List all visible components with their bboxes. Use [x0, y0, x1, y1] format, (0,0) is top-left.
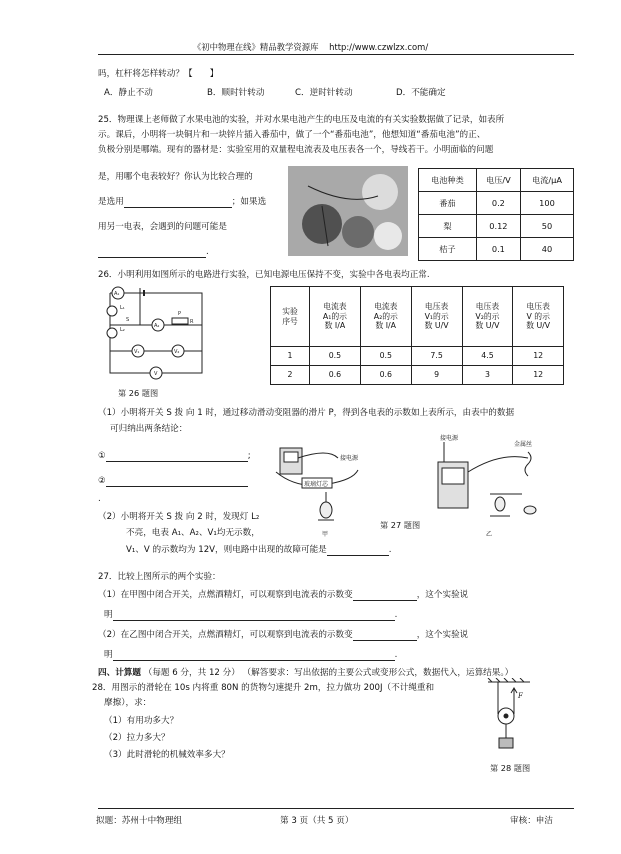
- table-cell: 100: [520, 192, 573, 215]
- table-cell: 2: [271, 366, 310, 385]
- table-cell: 0.2: [476, 192, 520, 215]
- q25-line3: 负极分别是哪端。现有的器材是：实验室用的双量程电流表及电压表各一个，导线若干。小明面临的问题: [98, 145, 494, 155]
- q25-line1: 25．物理课上老师做了水果电池的实验，并对水果电池产生的电压及电流的有关实验数据做了记录，如表所: [98, 115, 505, 125]
- q24-stem: 吗，杠杆将怎样转动？【 】: [98, 69, 219, 79]
- q26-blank-fault: [327, 546, 389, 556]
- q26-conclusion-2: ②: [98, 476, 248, 487]
- header-title: 《初中物理在线》精品教学资源库: [192, 42, 319, 52]
- table-cell: 50: [520, 215, 573, 238]
- section4-requirement: （解答要求：写出依据的主要公式或变形公式，数据代入，运算结果。）: [242, 668, 514, 678]
- table-cell: 番茄: [419, 192, 477, 215]
- q26-data-table: [270, 286, 564, 385]
- table-header: 电流表 A₁的示 数 I/A: [310, 287, 361, 347]
- footer-author: 拟题：苏州十中物理组: [96, 816, 182, 826]
- table-cell: 9: [411, 366, 462, 385]
- q24-option-d: D．不能确定: [396, 88, 446, 98]
- ammeter-a2-label: A₂: [154, 323, 160, 329]
- q27-blank-2: [113, 611, 395, 621]
- q28-q2: （2）拉力多大？: [104, 733, 170, 743]
- table-header: 电压表 V₂的示 数 U/V: [462, 287, 513, 347]
- table-cell: 12: [513, 347, 564, 366]
- q27-stem: 27．比较上图所示的两个实验：: [98, 572, 221, 582]
- q27-sub1: （1）在甲图中闭合开关，点燃酒精灯，可以观察到电流表的示数变 ，这个实验说: [98, 590, 469, 600]
- voltmeter-v1-label: V₁: [134, 349, 140, 355]
- section4-points: （每题 6 分，共 12 分）: [143, 668, 240, 678]
- fruit-battery-table: [418, 168, 574, 261]
- fig-a-power-label: 接电源: [340, 455, 359, 462]
- q25-line6: 用另一电表，会遇到的问题可能是: [98, 222, 227, 232]
- q24-option-a: A．静止不动: [104, 88, 153, 98]
- table-cell: 0.1: [476, 238, 520, 261]
- table-cell: 桔子: [419, 238, 477, 261]
- section4-heading: [98, 668, 513, 679]
- q26-circuit-diagram: [98, 283, 210, 383]
- q27-blank-3: [353, 631, 417, 641]
- q27-blank-4: [113, 651, 395, 661]
- fruit-battery-photo: [288, 166, 408, 256]
- q28-line1: 28．用图示的滑轮在 10s 内将重 80N 的货物匀速提升 2m，拉力做功 200J（不计绳重和: [92, 683, 435, 693]
- table-header: 电流表 A₂的示 数 I/A: [360, 287, 411, 347]
- q28-pulley-diagram: [484, 678, 534, 758]
- table-header: 电压表 V 的示 数 U/V: [513, 287, 564, 347]
- q25-line2: 示。课后，小明将一块铜片和一块锌片插入番茄中，做了一个“番茄电池”，他想知道“番茄电池”的正、: [98, 130, 486, 140]
- q25-blank-problem: [98, 248, 206, 258]
- q27-sub2-explain: 明 .: [104, 650, 398, 660]
- table-cell: 0.12: [476, 215, 520, 238]
- voltmeter-v-label: V: [154, 371, 158, 377]
- footer-rule: [98, 808, 574, 809]
- table-cell: 0.6: [310, 366, 361, 385]
- header-rule: [98, 54, 574, 55]
- ammeter-a1-label: A₁: [114, 291, 120, 297]
- table-header: 电压/V: [476, 169, 520, 192]
- q28-q3: （3）此时滑轮的机械效率多大？: [104, 750, 230, 760]
- lamp-l2-label: L₂: [120, 327, 125, 333]
- fig-a-label: 甲: [322, 531, 329, 538]
- fig-b-wire-label: 金属丝: [514, 441, 533, 448]
- slider-p-label: P: [178, 311, 182, 317]
- table-cell: 40: [520, 238, 573, 261]
- footer-reviewer: 审核：申洁: [510, 816, 553, 826]
- section4-title: 四、计算题: [98, 668, 141, 678]
- q27-figure-a: [268, 440, 378, 540]
- q26-sub1-line2: 可归纳出两条结论：: [110, 424, 188, 434]
- q27-sub2: （2）在乙图中闭合开关，点燃酒精灯，可以观察到电流表的示数变 ，这个实验说: [98, 630, 469, 640]
- lamp-l1-label: L₁: [120, 305, 125, 311]
- fig-b-power-label: 接电源: [440, 435, 459, 442]
- fruit-battery-photo-art: [288, 166, 408, 256]
- q27-blank-1: [353, 591, 417, 601]
- table-cell: 0.5: [360, 347, 411, 366]
- table-cell: 1: [271, 347, 310, 366]
- page-header: [0, 42, 621, 53]
- table-cell: 梨: [419, 215, 477, 238]
- rheostat-r-label: R: [190, 319, 194, 325]
- table-cell: 0.5: [310, 347, 361, 366]
- q27-figure-b: [430, 432, 550, 542]
- q28-line2: 摩擦），求：: [104, 698, 152, 708]
- table-cell: 3: [462, 366, 513, 385]
- footer-page-number: 第 3 页（共 5 页）: [280, 816, 354, 826]
- force-f-label: F: [518, 692, 523, 700]
- q25-line5b: ；如果选: [231, 197, 267, 207]
- q26-sub2-line1: （2）小明将开关 S 拨 向 2 时，发现灯 L₂: [98, 512, 260, 522]
- table-header: 电流/μA: [520, 169, 573, 192]
- q26-sub1-line1: （1）小明将开关 S 拨 向 1 时，通过移动滑动变阻器的滑片 P，得到各电表的示数如上表所示，由表中的数据: [98, 408, 515, 418]
- q26-conclusion-1: ① ;: [98, 451, 251, 461]
- table-header: 实验 序号: [271, 287, 310, 347]
- table-cell: 0.6: [360, 366, 411, 385]
- q26-figure-caption: 第 26 题图: [118, 388, 159, 398]
- q26-sub2-line3: V₁、V 的示数均为 12V，则电路中出现的故障可能是 .: [126, 545, 392, 555]
- fig-b-label: 乙: [486, 531, 493, 538]
- q27-sub1-explain: 明 .: [104, 610, 398, 620]
- q26-stem: 26．小明利用如图所示的电路进行实验，已知电源电压保持不变，实验中各电表均正常.: [98, 270, 430, 280]
- q26-sub2-line2: 不亮，电表 A₁、A₂、V₁均无示数，: [126, 528, 260, 538]
- q25-line4: 是，用哪个电表较好？你认为比较合理的: [98, 172, 253, 182]
- q25-blank-meter: [124, 198, 232, 208]
- q24-option-b: B．顺时针转动: [207, 88, 265, 98]
- table-cell: 4.5: [462, 347, 513, 366]
- q25-line7: .: [98, 247, 209, 258]
- table-header: 电池种类: [419, 169, 477, 192]
- q26-blank-1: [106, 452, 248, 462]
- q25-line5a: 是选用: [98, 197, 124, 207]
- table-cell: 7.5: [411, 347, 462, 366]
- header-url: http://www.czwlzx.com/: [329, 42, 429, 52]
- q28-q1: （1）有用功多大？: [104, 716, 179, 726]
- voltmeter-v2-label: V₂: [174, 349, 180, 355]
- q25-line5: [98, 197, 266, 208]
- table-header: 电压表 V₁的示 数 U/V: [411, 287, 462, 347]
- q27-figure-caption: 第 27 题图: [380, 520, 421, 530]
- fig-a-lamp-label: 玻璃灯芯: [304, 481, 329, 488]
- q26-blank-2: [106, 477, 248, 487]
- table-cell: 12: [513, 366, 564, 385]
- q24-option-c: C．逆时针转动: [295, 88, 353, 98]
- q28-figure-caption: 第 28 题图: [490, 763, 531, 773]
- switch-s-label: S: [126, 317, 130, 323]
